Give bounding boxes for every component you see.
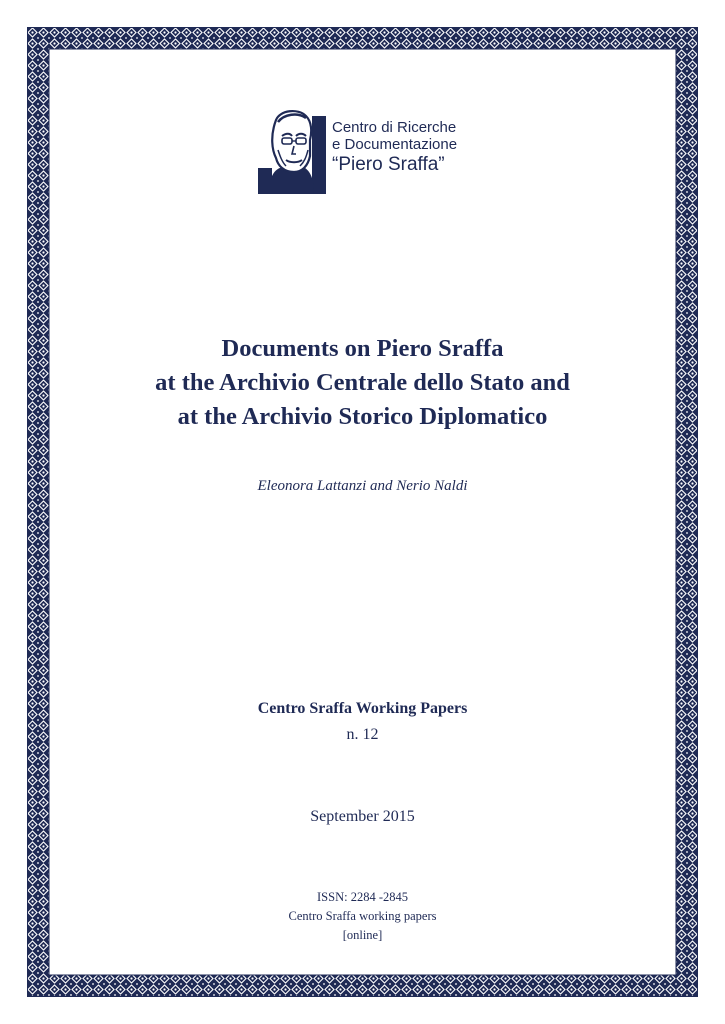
logo-line-2: e Documentazione: [332, 136, 458, 153]
centro-sraffa-logo: [258, 106, 478, 198]
series-name: Centro Sraffa Working Papers: [257, 700, 468, 717]
issn-number: ISSN: 2284 -2845: [317, 890, 408, 904]
publication-date: September 2015: [310, 808, 415, 825]
title-line-2: at the Archivio Centrale dello Stato and: [155, 369, 570, 396]
series-number: n. 12: [346, 726, 379, 743]
issn-format: [online]: [342, 928, 383, 942]
title-line-1: Documents on Piero Sraffa: [221, 335, 504, 362]
issn-series: Centro Sraffa working papers: [288, 909, 437, 923]
issn-block: [60, 888, 665, 945]
document-title: [60, 332, 665, 434]
authors: Eleonora Lattanzi and Nerio Naldi: [257, 478, 468, 494]
logo-line-1: Centro di Ricerche: [332, 119, 457, 136]
logo-text: [332, 120, 457, 174]
piero-sraffa-portrait-icon: [258, 106, 330, 196]
logo-line-3: “Piero Sraffa”: [332, 154, 445, 175]
title-line-3: at the Archivio Storico Diplomatico: [177, 403, 548, 430]
